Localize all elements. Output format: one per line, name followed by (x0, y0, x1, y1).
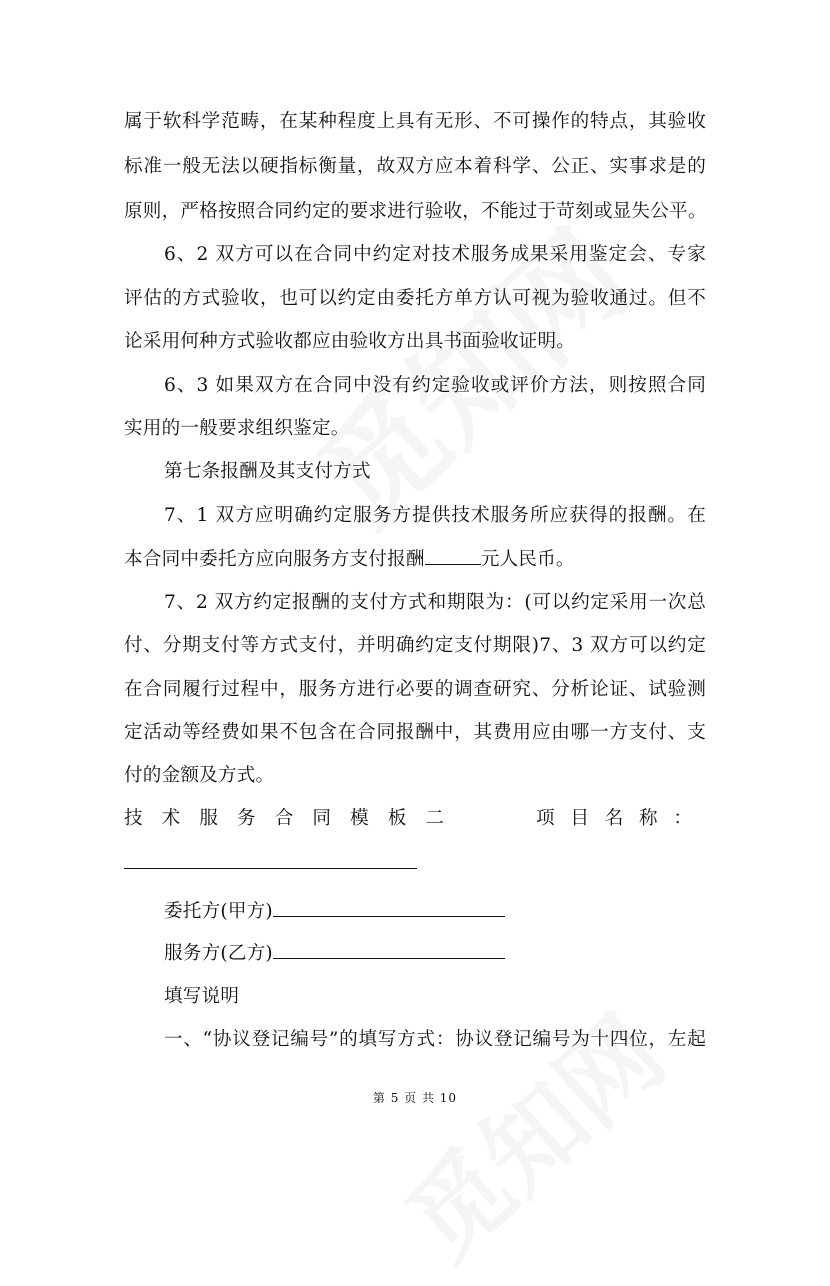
paragraph-line: 论采用何种方式验收都应由验收方出具书面验收证明。 (124, 331, 576, 352)
paragraph-line: 在合同履行过程中，服务方进行必要的调查研究、分析论证、试验测 (124, 679, 706, 700)
paragraph-line: 属于软科学范畴，在某种程度上具有无形、不可操作的特点，其验收 (124, 111, 706, 132)
client-label: 委托方(甲方) (164, 901, 273, 922)
project-name-blank (124, 868, 417, 869)
paragraph-line: 原则，严格按照合同约定的要求进行验收，不能过于苛刻或显失公平。 (124, 201, 707, 222)
page-footer: 第 5 页 共 10 (372, 1091, 458, 1105)
paragraph-line: 6、2 双方可以在合同中约定对技术服务成果采用鉴定会、专家 (164, 244, 706, 265)
paragraph-line (124, 546, 706, 573)
provider-label: 服务方(乙方) (164, 943, 273, 964)
client-party-line (164, 898, 706, 925)
provider-party-line (164, 940, 706, 967)
payment-amount-blank (425, 546, 481, 565)
paragraph-line: 定活动等经费如果不包含在合同报酬中，其费用应由哪一方支付、支 (124, 722, 706, 743)
paragraph-line: 7、2 双方约定报酬的支付方式和期限为：(可以约定采用一次总 (164, 592, 706, 613)
paragraph-line: 7、1 双方应明确约定服务方提供技术服务所应获得的报酬。在 (164, 505, 706, 526)
paragraph-line: 标准一般无法以硬指标衡量，故双方应本着科学、公正、实事求是的 (124, 156, 706, 177)
paragraph-line: 实用的一般要求组织鉴定。 (124, 418, 350, 439)
currency-label: 元人民币。 (480, 549, 575, 570)
provider-blank (273, 940, 505, 959)
project-name-label: 项目名称： (536, 808, 692, 829)
paragraph-line: 付的金额及方式。 (124, 765, 275, 786)
paragraph-line: 6、3 如果双方在合同中没有约定验收或评价方法，则按照合同 (164, 375, 706, 396)
paragraph-line: 一、“协议登记编号”的填写方式：协议登记编号为十四位，左起 (164, 1029, 706, 1050)
instructions-heading: 填写说明 (164, 986, 240, 1007)
payment-label: 本合同中委托方应向服务方支付报酬 (124, 549, 425, 570)
section-heading: 第七条报酬及其支付方式 (164, 461, 371, 482)
watermark (370, 978, 689, 1286)
client-blank (273, 898, 505, 917)
paragraph-line: 付、分期支付等方式支付，并明确约定支付期限)7、3 双方可以约定 (124, 635, 706, 656)
template-title: 技术服务合同模板二 (124, 808, 444, 829)
paragraph-line: 评估的方式验收，也可以约定由委托方单方认可视为验收通过。但不 (124, 288, 706, 309)
